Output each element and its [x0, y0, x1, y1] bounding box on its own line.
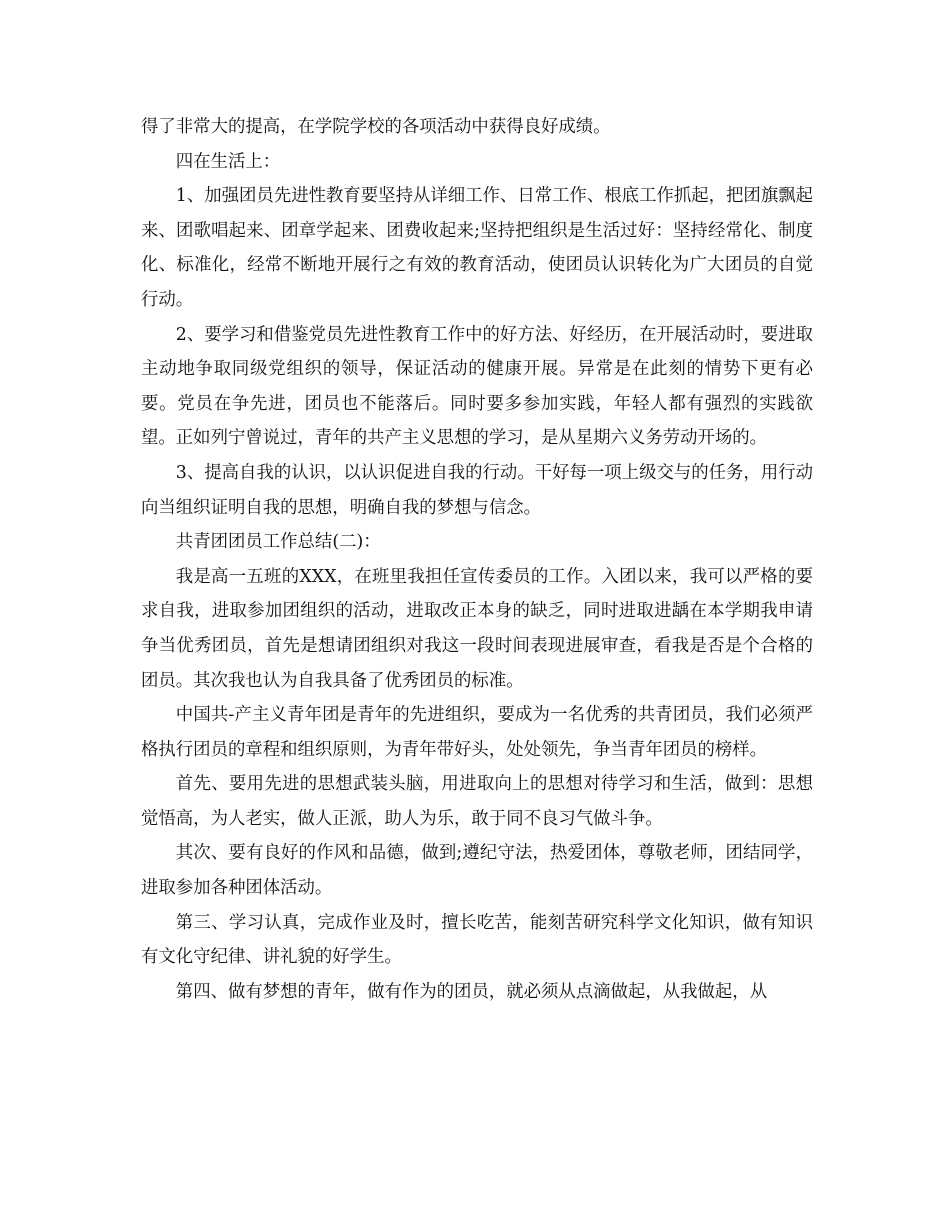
- paragraph-third: 第三、学习认真，完成作业及时，擅长吃苦，能刻苦研究科学文化知识，做有知识有文化守纪律、讲礼貌的好学生。: [141, 912, 813, 968]
- paragraph-first: 首先、要用先进的思想武装头脑，用进取向上的思想对待学习和生活，做到：思想觉悟高，为人老实，做人正派，助人为乐，敢于同不良习气做斗争。: [141, 774, 813, 829]
- paragraph-item-3: 3、提高自我的认识，以认识促进自我的行动。干好每一项上级交与的任务，用行动向当组织证明自我的思想，明确自我的梦想与信念。: [141, 462, 813, 518]
- paragraph-second: 其次、要有良好的作风和品德，做到;遵纪守法，热爱团体，尊敬老师，团结同学，进取参加各种团体活动。: [141, 843, 813, 899]
- section-heading-life: 四在生活上：: [175, 151, 281, 172]
- paragraph-item-2: 2、要学习和借鉴党员先进性教育工作中的好方法、好经历，在开展活动时，要进取主动地争取同级党组织的领导，保证活动的健康开展。异常是在此刻的情势下更有必要。党员在争先进，团员也不能落后。同时要多参加实践，年轻人都有强烈的实践欲望。正如列宁曾说过，青年的共产主义思想的学习，是从星期六义务劳动开场的。: [141, 324, 813, 449]
- paragraph-item-1: 1、加强团员先进性教育要坚持从详细工作、日常工作、根底工作抓起，把团旗飘起来、团歌唱起来、团章学起来、团费收起来;坚持把组织是生活过好：坚持经常化、制度化、标准化，经常不断地开展行之有效的教育活动，使团员认识转化为广大团员的自觉行动。: [141, 186, 813, 310]
- paragraph-league: 中国共-产主义青年团是青年的先进组织，要成为一名优秀的共青团员，我们必须严格执行团员的章程和组织原则，为青年带好头，处处领先，争当青年团员的榜样。: [141, 705, 813, 760]
- paragraph-intro: 我是高一五班的XXX，在班里我担任宣传委员的工作。入团以来，我可以严格的要求自我，进取参加团组织的活动，进取改正本身的缺乏，同时进取进龋在本学期我申请争当优秀团员，首先是想请团组织对我这一段时间表现进展审查，看我是否是个合格的团员。其次我也认为自我具备了优秀团员的标准。: [141, 566, 813, 691]
- document-page: [141, 110, 813, 1009]
- paragraph-fourth: 第四、做有梦想的青年，做有作为的团员，就必须从点滴做起，从我做起，从: [175, 981, 768, 1002]
- paragraph-continuation: 得了非常大的提高，在学院学校的各项活动中获得良好成绩。: [141, 117, 611, 137]
- section-heading-summary-2: 共青团团员工作总结(二)：: [175, 532, 381, 553]
